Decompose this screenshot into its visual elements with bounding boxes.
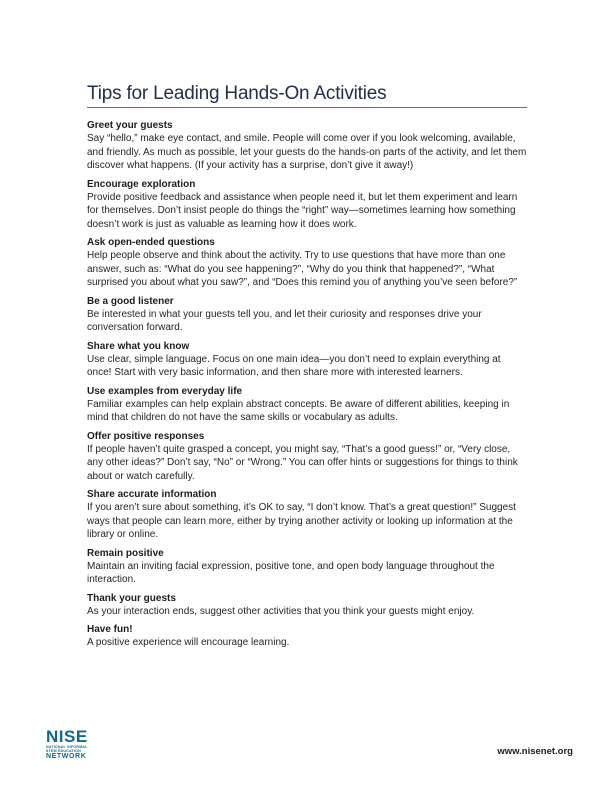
tip-heading: Have fun! (87, 624, 133, 635)
tip-section (87, 119, 527, 173)
tip-body: If people haven’t quite grasped a concept, you might say, “That’s a good guess!” or, “Very close, any other ideas?” Don’t say, “No” or “Wrong.” You can offer hints or suggestions for things to think about or watch carefully. (87, 443, 518, 482)
tip-heading: Use examples from everyday life (87, 385, 243, 397)
tip-heading: Ask open-ended questions (87, 237, 215, 248)
tip-body: A positive experience will encourage learning. (87, 637, 290, 648)
tip-heading: Greet your guests (87, 120, 173, 131)
tip-body: Provide positive feedback and assistance when people need it, but let them experiment and learn for themselves. Don’t insist people do things the “right” way—sometimes learning how something doesn’t work is just as valuable as learning how it does work. (87, 191, 518, 230)
tip-body: If you aren’t sure about something, it’s OK to say, “I don’t know. That’s a great question!” Suggest ways that people can learn more, either by trying another activity or looking up information at the library or online. (87, 502, 516, 540)
page-title: Tips for Leading Hands-On Activities (87, 83, 387, 104)
tip-section (87, 547, 527, 587)
tip-section (87, 178, 527, 232)
document-page (87, 82, 527, 655)
tip-body: Be interested in what your guests tell you, and let their curiosity and responses drive your conversation forward. (87, 308, 482, 333)
tip-section (87, 430, 527, 484)
title-divider (87, 107, 527, 108)
logo-tagline-line2: STEM EDUCATION (46, 749, 81, 753)
tips-list (87, 119, 527, 650)
tip-heading: Share what you know (87, 340, 190, 352)
tip-body: Familiar examples can help explain abstract concepts. Be aware of different abilities, keeping in mind that children do not have the same skills or vocabulary as adults. (87, 398, 510, 423)
tip-section (87, 340, 527, 380)
tip-heading: Thank your guests (87, 592, 176, 604)
tip-section (87, 592, 527, 619)
tip-heading: Encourage exploration (87, 178, 196, 190)
logo-tagline-line1: NATIONAL INFORMAL (46, 745, 88, 749)
tip-heading: Remain positive (87, 547, 164, 559)
logo-wordmark: NISE (46, 727, 88, 746)
tip-section (87, 623, 527, 650)
tip-body: Maintain an inviting facial expression, positive tone, and open body language throughout the interaction. (87, 560, 495, 585)
tip-body: Help people observe and think about the activity. Try to use questions that have more than one answer, such as: “What do you see happening?”, “Why do you think that happened?”, “What surprised you about what you saw?”, and “Does this remind you of anything you’ve seen before?” (87, 250, 518, 288)
tip-body: Say “hello,” make eye contact, and smile. People will come over if you look welcoming, available, and friendly. As much as possible, let your guests do the hands-on parts of the activity, and let them discover what happens. (If your activity has a surprise, don’t give it away!) (87, 133, 527, 171)
nise-network-logo (46, 728, 106, 761)
logo-network-word: NETWORK (46, 753, 87, 760)
tip-heading: Offer positive responses (87, 430, 205, 442)
tip-section (87, 295, 527, 335)
tip-heading: Be a good listener (87, 295, 174, 307)
tip-body: Use clear, simple language. Focus on one main idea—you don’t need to explain everything at once! Start with very basic information, and then share more with interested learners. (87, 353, 501, 378)
tip-section (87, 488, 527, 542)
tip-body: As your interaction ends, suggest other activities that you think your guests might enjoy. (87, 605, 475, 617)
tip-heading: Share accurate information (87, 489, 217, 500)
tip-section (87, 236, 527, 290)
tip-section (87, 385, 527, 425)
footer-website-url: www.nisenet.org (497, 746, 573, 757)
